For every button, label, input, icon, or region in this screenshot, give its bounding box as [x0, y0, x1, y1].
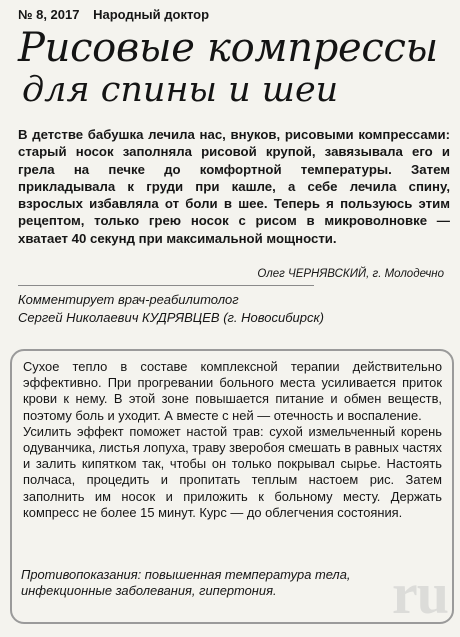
headline-line-1: Рисовые компрессы [18, 25, 438, 71]
contraindications-line-2: инфекционные заболевания, гипертония. [21, 583, 277, 599]
article-headline [18, 26, 452, 110]
letter-author: Олег ЧЕРНЯВСКИЙ, г. Молодечно [257, 268, 444, 280]
divider [18, 285, 314, 286]
contraindications [21, 567, 439, 599]
expert-paragraph-2: Усилить эффект поможет настой трав: сухой измельченный корень одуванчика, листья лопуха, траву зверобоя смешать в равных частях и залить кипятком так, чтобы он только покрывал сырье. Настоять полчаса, процедить и пропитать теплым настоем рис. Затем заполнить им носок и приложить к больному месту. Держать компресс не более 15 минут. Курс — до облегчения состояния. [23, 423, 442, 520]
expert-credit [18, 291, 454, 326]
expert-credit-line-2: Сергей Николаевич КУДРЯВЦЕВ (г. Новосибирск) [18, 309, 324, 325]
issue-number: № 8, 2017 [18, 7, 80, 22]
page-header [18, 4, 452, 26]
headline-line-2: для спины и шеи [22, 70, 339, 110]
watermark-logo: ru [392, 561, 448, 626]
lead-paragraph: В детстве бабушка лечила нас, внуков, рисовыми компрессами: старый носок заполняла рисовой крупой, завязывала его и грела на печке до комфортной температуры. Затем прикладывала к груди при кашле, а себе лечила спину, взрослых избавляла от боли в шее. Теперь я пользуюсь этим рецептом, только грею носок с рисом в микроволновке — хватает 40 секунд при максимальной мощности. [18, 127, 450, 246]
publication-name: Народный доктор [93, 7, 210, 22]
expert-paragraph-1: Сухое тепло в составе комплексной терапии действительно эффективно. При прогревании больного места усиливается приток крови к нему. В этой зоне повышается питание и обмен веществ, поэтому боль и уходит. А вместе с ней — отечность и воспаление. [23, 359, 442, 423]
contraindications-line-1: Противопоказания: повышенная температура тела, [21, 567, 351, 582]
expert-credit-line-1: Комментирует врач-реабилитолог [18, 292, 239, 307]
